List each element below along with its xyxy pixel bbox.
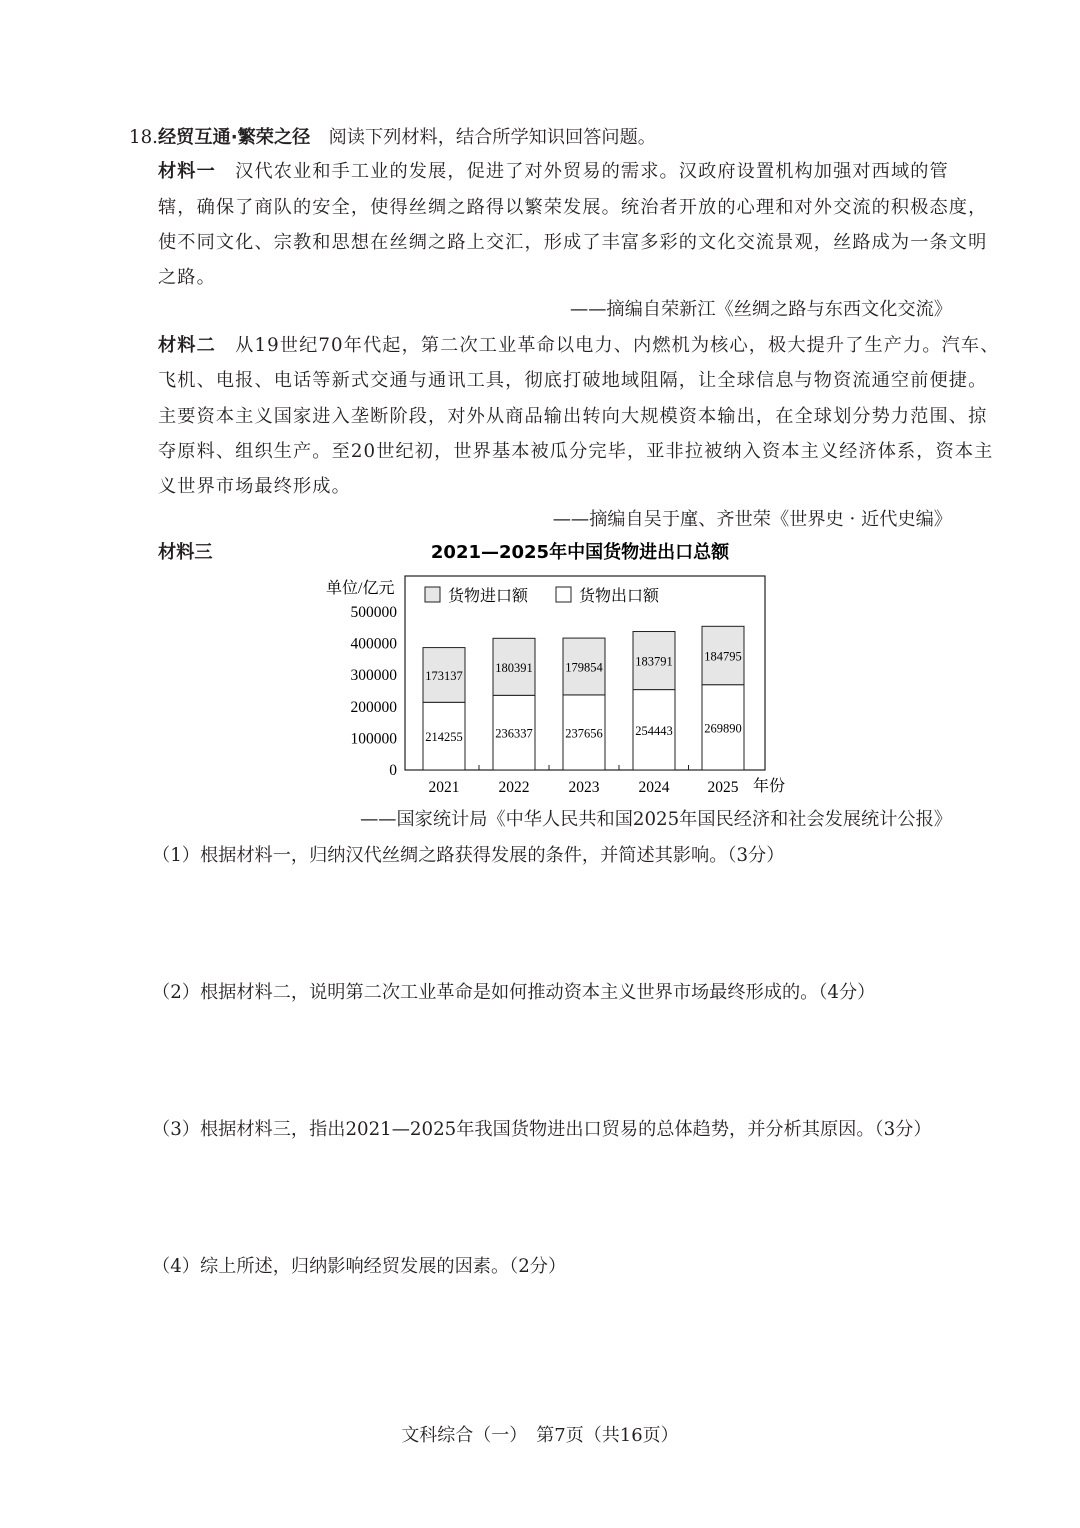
material2-line-3: 主要资本主义国家进入垄断阶段，对外从商品输出转向大规模资本输出，在全球划分势力范围、掠 [158,406,988,427]
question-header [129,126,656,150]
data-label-export: 214255 [425,730,463,745]
x-axis-label: 年份 [753,778,786,795]
data-label-import: 184795 [704,649,742,664]
material2-source: ——摘编自吴于廑、齐世荣《世界史 · 近代史编》 [552,509,952,530]
material1-source: ——摘编自荣新江《丝绸之路与东西文化交流》 [570,299,952,320]
y-tick-label: 0 [389,762,397,779]
data-label-export: 237656 [565,726,603,741]
material2-label: 材料二 [158,335,216,356]
legend-swatch-export [556,587,571,602]
legend-label-export: 货物出口额 [579,588,660,605]
data-label-export: 236337 [495,726,533,741]
material3-label: 材料三 [158,542,213,563]
data-label-import: 173137 [425,668,463,683]
page-footer: 文科综合（一） 第7页（共16页） [401,1425,679,1446]
x-tick-label: 2024 [638,779,670,796]
material2-line-4: 夺原料、组织生产。至20世纪初，世界基本被瓜分完毕，亚非拉被纳入资本主义经济体系，资本主 [158,441,994,462]
legend-label-import: 货物进口额 [448,588,529,605]
material1-label: 材料一 [158,161,216,182]
data-label-import: 183791 [635,654,673,669]
chart-title: 2021—2025年中国货物进出口总额 [430,542,730,563]
material3-source: ——国家统计局《中华人民共和国2025年国民经济和社会发展统计公报》 [360,809,952,830]
question-instruction: 阅读下列材料，结合所学知识回答问题。 [328,127,656,148]
material2-line-2: 飞机、电报、电话等新式交通与通讯工具，彻底打破地域阻隔，让全球信息与物资流通空前便捷。 [158,370,988,391]
x-tick-label: 2025 [707,779,739,796]
material1-line-1: 材料一 汉代农业和手工业的发展，促进了对外贸易的需求。汉政府设置机构加强对西域的管 [158,161,949,182]
y-tick-label: 200000 [350,698,397,716]
sub-question-1: （1）根据材料一，归纳汉代丝绸之路获得发展的条件，并简述其影响。（3分） [152,845,785,866]
y-axis-label: 单位/亿元 [326,580,395,597]
question-number: 18. [129,127,158,148]
x-tick-label: 2023 [568,779,600,796]
y-tick-label: 100000 [350,730,397,748]
question-topic: 经贸互通·繁荣之径 [157,127,311,148]
sub-question-4: （4）综上所述，归纳影响经贸发展的因素。（2分） [152,1256,567,1277]
legend [425,587,660,605]
x-tick-label: 2022 [498,779,530,796]
y-tick-label: 400000 [350,635,397,653]
y-tick-label: 300000 [350,667,397,685]
data-label-export: 254443 [635,723,673,738]
material2-line-5: 义世界市场最终形成。 [158,476,351,497]
material1-line-3: 使不同文化、宗教和思想在丝绸之路上交汇，形成了丰富多彩的文化交流景观，丝路成为一条文明 [158,232,988,253]
legend-swatch-import [425,587,440,602]
material1-line-2: 辖，确保了商队的安全，使得丝绸之路得以繁荣发展。统治者开放的心理和对外交流的积极态度， [158,197,988,218]
data-label-import: 180391 [495,660,533,675]
data-label-import: 179854 [565,660,603,675]
y-tick-label: 500000 [350,604,397,621]
material2-line-1: 材料二 从19世纪70年代起，第二次工业革命以电力、内燃机为核心，极大提升了生产力。汽车、 [158,335,1000,356]
material1-line-4: 之路。 [158,267,216,288]
sub-question-3: （3）根据材料三，指出2021—2025年我国货物进出口贸易的总体趋势，并分析其原因。（3分） [152,1119,932,1140]
data-label-export: 269890 [704,721,742,736]
sub-question-2: （2）根据材料二，说明第二次工业革命是如何推动资本主义世界市场最终形成的。（4分） [152,982,876,1003]
x-tick-label: 2021 [428,779,460,796]
trade-chart [0,535,1080,815]
